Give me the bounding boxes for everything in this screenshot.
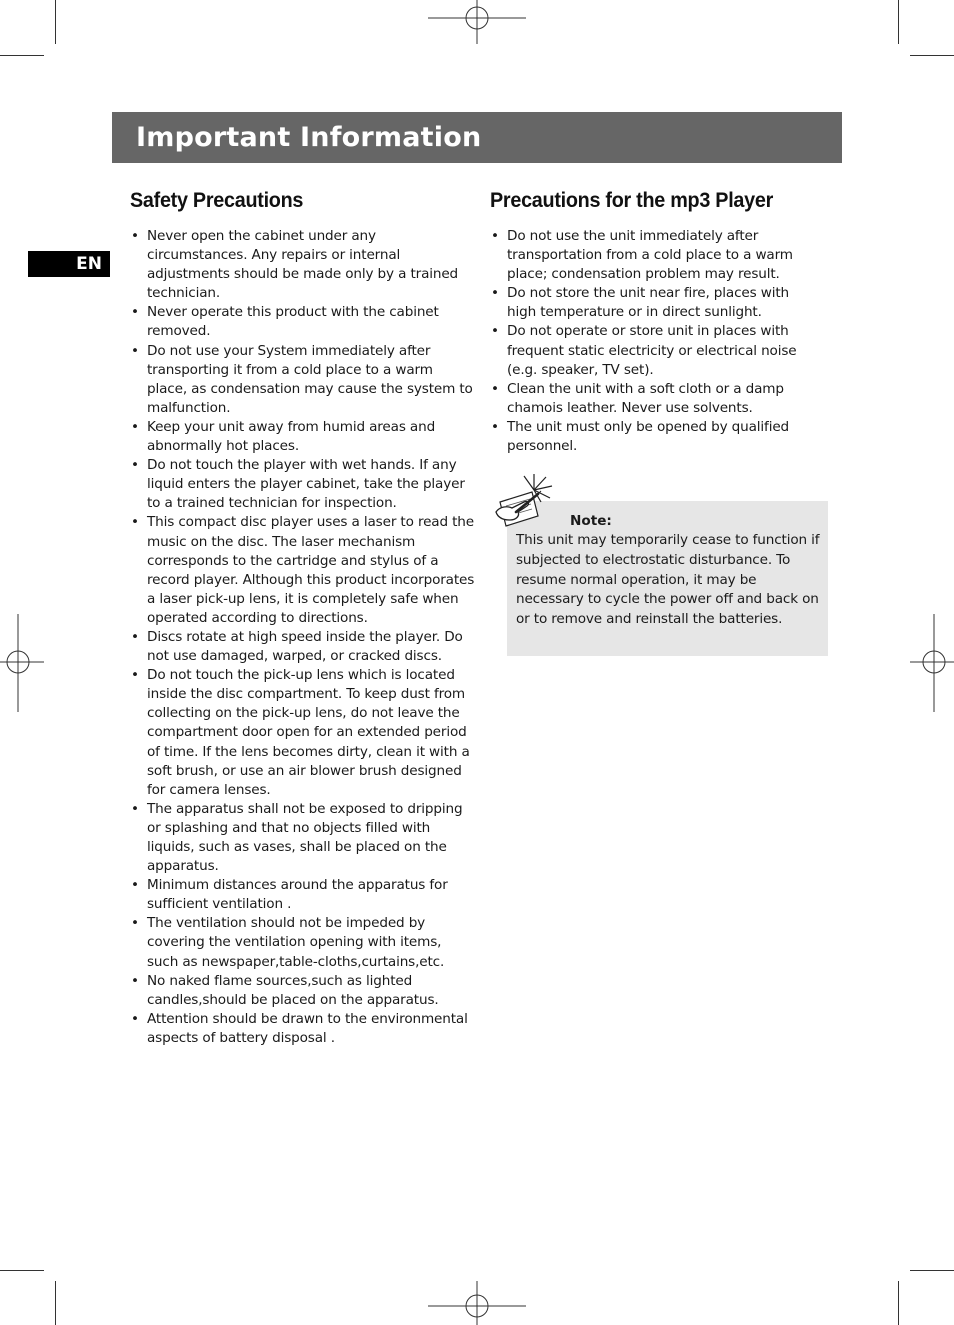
list-item: • Attention should be drawn to the environmental aspects of battery disposal .	[130, 1010, 475, 1048]
list-item: • This compact disc player uses a laser to read the music on the disc. The laser mechanism corresponds to the cartridge and stylus of a record player. Although this product incorporates a laser pick-up lens, it is completely safe when operated according to directions.	[130, 513, 475, 628]
list-item: • Do not touch the pick-up lens which is located inside the disc compartment. To keep dust from collecting on the pick-up lens, do not leave the compartment door open for an extended period of time. If the lens becomes dirty, clean it with a soft brush, or use an air blower brush designed for camera lenses.	[130, 666, 475, 800]
list-item: • Keep your unit away from humid areas and abnormally hot places.	[130, 418, 475, 456]
list-item: • Do not use your System immediately after transporting it from a cold place to a warm place, as condensation may cause the system to malfunction.	[130, 342, 475, 418]
crop-mark	[0, 55, 44, 56]
list-item: • Do not touch the player with wet hands. If any liquid enters the player cabinet, take the player to a trained technician for inspection.	[130, 456, 475, 513]
list-item: • Minimum distances around the apparatus for sufficient ventilation .	[130, 876, 475, 914]
list-item: • The ventilation should not be impeded by covering the ventilation opening with items, such as newspaper,table-cloths,curtains,etc.	[130, 914, 475, 971]
registration-mark-bottom	[428, 1281, 526, 1325]
language-tab: EN	[28, 251, 110, 277]
section-title-mp3: Precautions for the mp3 Player	[490, 188, 774, 212]
registration-mark-right	[910, 614, 954, 712]
registration-mark-top	[428, 0, 526, 44]
crop-mark	[55, 1281, 56, 1325]
registration-mark-left	[0, 614, 44, 712]
crop-mark	[910, 1270, 954, 1271]
list-item: • No naked flame sources,such as lighted candles,should be placed on the apparatus.	[130, 972, 475, 1010]
crop-mark	[898, 0, 899, 44]
list-item: • Do not operate or store unit in places with frequent static electricity or electrical noise (e.g. speaker, TV set).	[490, 322, 820, 379]
header-bar	[112, 112, 842, 163]
crop-mark	[55, 0, 56, 44]
list-item: • The apparatus shall not be exposed to dripping or splashing and that no objects filled with liquids, such as vases, shall be placed on the apparatus.	[130, 800, 475, 876]
list-item: • Do not store the unit near fire, places with high temperature or in direct sunlight.	[490, 284, 820, 322]
list-item: • Never open the cabinet under any circumstances. Any repairs or internal adjustments should be made only by a trained technician.	[130, 227, 475, 303]
crop-mark	[910, 55, 954, 56]
note-text: This unit may temporarily cease to function if subjected to electrostatic disturbance. To resume normal operation, it may be necessary to cycle the power off and back on or to remove and reinstall the batteries.	[516, 532, 820, 628]
mp3-section	[490, 188, 820, 456]
safety-list	[130, 227, 475, 1048]
mp3-list	[490, 227, 820, 456]
safety-section	[130, 188, 475, 1048]
crop-mark	[898, 1281, 899, 1325]
note-label: Note:	[570, 513, 612, 529]
list-item: • Discs rotate at high speed inside the player. Do not use damaged, warped, or cracked discs.	[130, 628, 475, 666]
list-item: • The unit must only be opened by qualified personnel.	[490, 418, 820, 456]
list-item: • Clean the unit with a soft cloth or a damp chamois leather. Never use solvents.	[490, 380, 820, 418]
section-title-safety: Safety Precautions	[130, 188, 304, 212]
hand-writing-note-icon	[494, 472, 566, 528]
list-item: • Never operate this product with the cabinet removed.	[130, 303, 475, 341]
crop-mark	[0, 1270, 44, 1271]
page-title: Important Information	[136, 122, 482, 153]
list-item: • Do not use the unit immediately after transportation from a cold place to a warm place; condensation problem may result.	[490, 227, 820, 284]
